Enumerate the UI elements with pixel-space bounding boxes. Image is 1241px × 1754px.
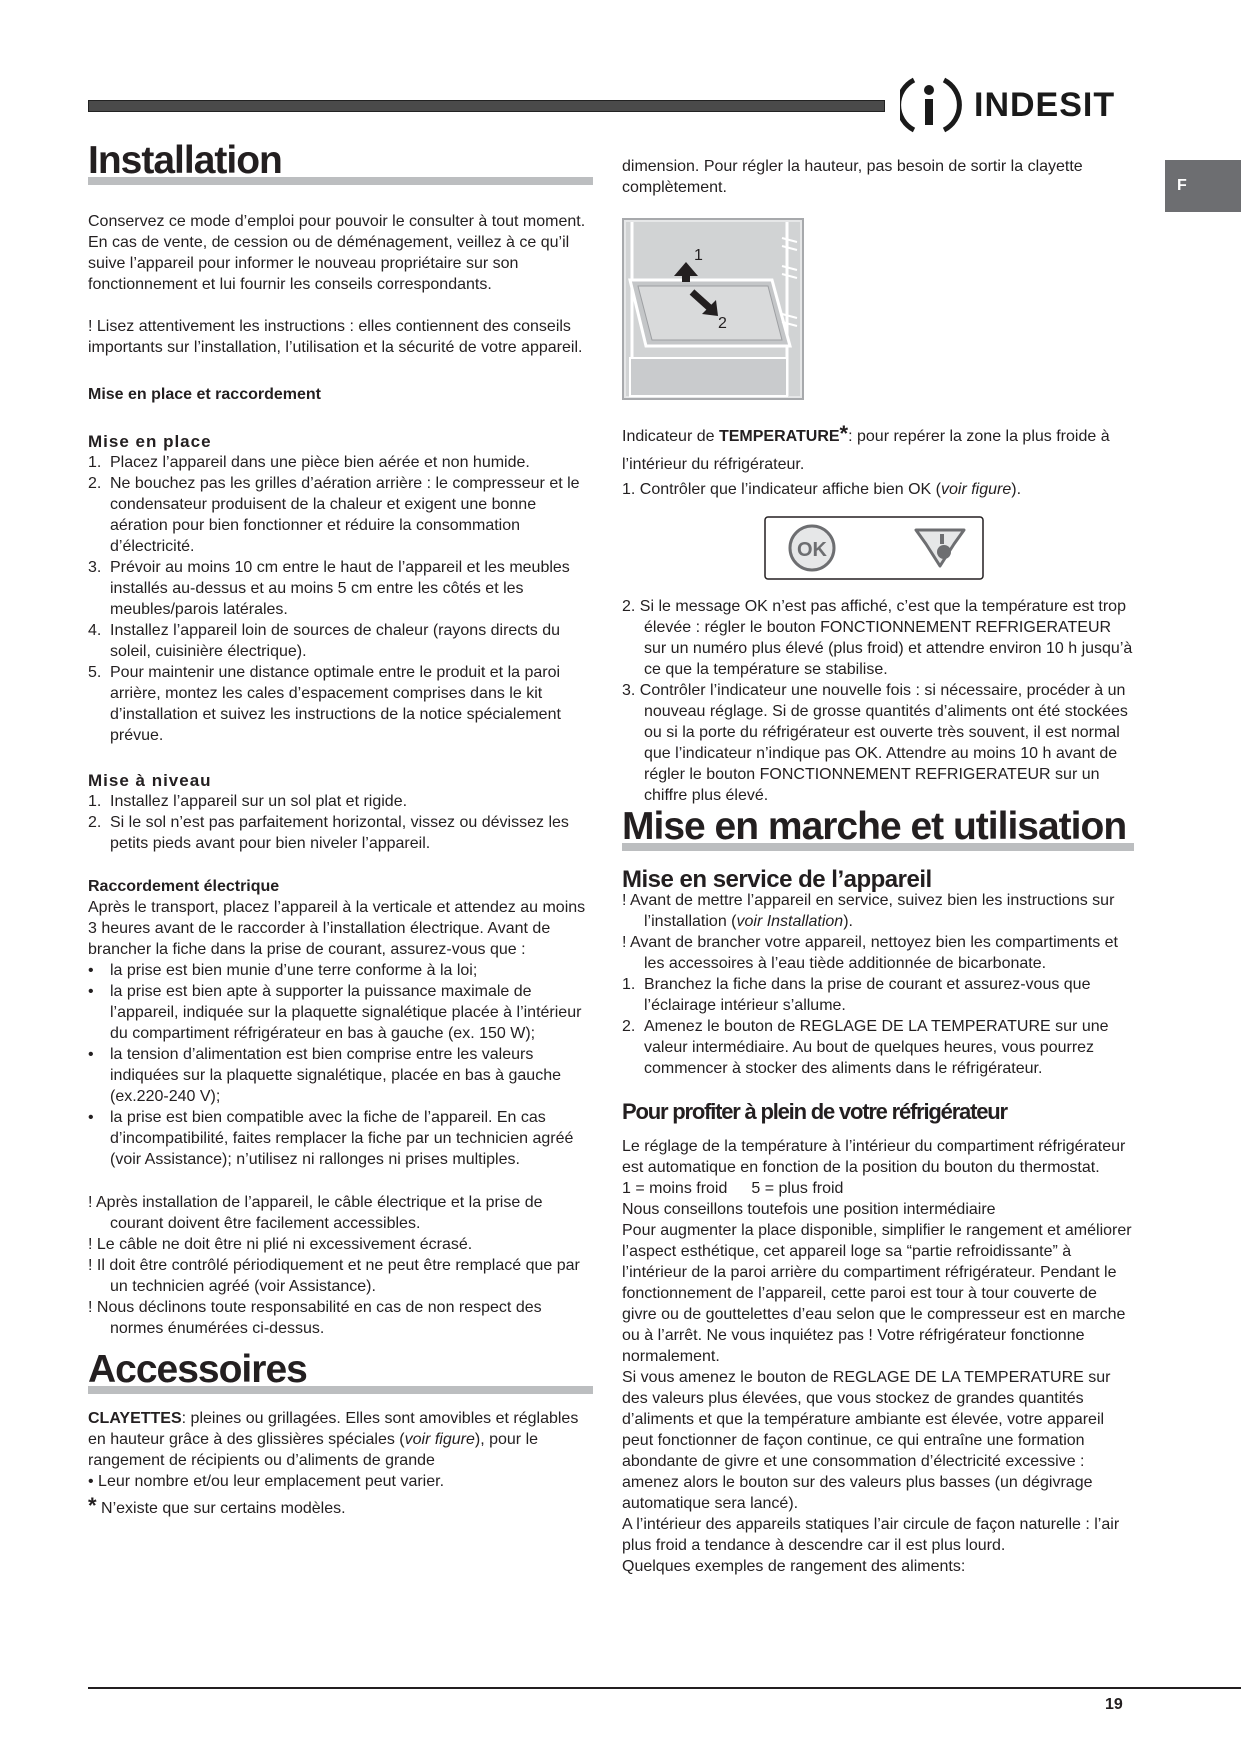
- list-item: 2. Ne bouchez pas les grilles d’aération arrière : le compresseur et le condensateur produisent de la chaleur et exigent une bonne aération pour bien fonctionner et réduire la consommation d’électricité.: [88, 475, 580, 555]
- profiter-heading: Pour profiter à plein de votre réfrigérateur: [622, 1099, 1007, 1124]
- warning-line: ! Après installation de l’appareil, le câble électrique et la prise de courant doivent être facilement accessibles.: [88, 1194, 543, 1232]
- clayettes-paragraph: CLAYETTES: pleines ou grillagées. Elles sont amovibles et réglables en hauteur grâce à des glissières spéciales (voir figure), pour le rangement de récipients ou d’aliments de grande: [88, 1410, 579, 1469]
- list-item: • la prise est bien compatible avec la fiche de l’appareil. En cas d’incompatibilité, faites remplacer la fiche par un technicien agréé (voir Assistance); n’utilisez ni rallonges ni prises multiples.: [88, 1109, 574, 1168]
- arrow-label-2: 2: [718, 315, 727, 332]
- list-item: • la tension d’alimentation est bien comprise entre les valeurs indiquées sur la plaquette signalétique, placée en bas à gauche (ex.220-240 V);: [88, 1046, 561, 1105]
- indicator-check-3: 3. Contrôler l’indicateur une nouvelle fois : si nécessaire, procéder à un nouveau réglage. Si de grosse quantités d’aliments ont été stockées ou si la porte du réfrigérateur est ouverte très souvent, il est normal que l’indicateur n’indique pas OK. Attendre au moins 10 h avant de régler le bouton FONCTIONNEMENT REFRIGERATEUR sur un chiffre plus élevé.: [622, 682, 1128, 804]
- raccordement-intro: Après le transport, placez l’appareil à la verticale et attendez au moins 3 heures avant de le raccorder à l’installation électrique. Avant de brancher la fiche dans la prise de courant, assurez-vous que :: [88, 899, 586, 958]
- mise-a-niveau-list: [88, 791, 593, 854]
- warning-line: ! Il doit être contrôlé périodiquement et ne peut être remplacé que par un technicien agréé (voir Assistance).: [88, 1257, 580, 1295]
- list-item: 2. Amenez le bouton de REGLAGE DE LA TEMPERATURE sur une valeur intermédiaire. Au bout de quelques heures, vous pourrez commencer à stocker des aliments dans le réfrigérateur.: [622, 1018, 1109, 1077]
- list-item: 3. Prévoir au moins 10 cm entre le haut de l’appareil et les meubles installés au-dessus et au moins 5 cm entre les côtés et les meubles/parois latérales.: [88, 559, 570, 618]
- profiter-paragraph: Le réglage de la température à l’intérieur du compartiment réfrigérateur est automatique en fonction de la position du bouton du thermostat.: [622, 1138, 1126, 1176]
- warning-line: ! Le câble ne doit être ni plié ni excessivement écrasé.: [88, 1236, 473, 1253]
- service-warning-2: ! Avant de brancher votre appareil, nettoyez bien les compartiments et les accessoires à l’eau tiède additionnée de bicarbonate.: [622, 934, 1118, 972]
- language-tab: F: [1165, 160, 1241, 212]
- shelf-adjustment-figure: [622, 218, 804, 400]
- raccordement-heading: Raccordement électrique: [88, 878, 280, 895]
- right-column: [622, 156, 1134, 1577]
- intro-warning: ! Lisez attentivement les instructions : elles contiennent des conseils importants sur l’installation, l’utilisation et la sécurité de votre appareil.: [88, 318, 583, 356]
- accessoires-title: Accessoires: [88, 1359, 593, 1394]
- mise-en-place-list: [88, 452, 593, 746]
- list-item: 2. Si le sol n’est pas parfaitement horizontal, vissez ou dévissez les petits pieds avant pour bien niveler l’appareil.: [88, 814, 569, 852]
- clayettes-note: • Leur nombre et/ou leur emplacement peut varier.: [88, 1473, 445, 1490]
- brand-logo: [900, 72, 1130, 138]
- warning-line: ! Nous déclinons toute responsabilité en cas de non respect des normes énumérées ci-dessus.: [88, 1299, 542, 1337]
- brand-name: INDESIT: [974, 86, 1116, 124]
- list-item: 4. Installez l’appareil loin de sources de chaleur (rayons directs du soleil, cuisinière électrique).: [88, 622, 561, 660]
- list-item: • la prise est bien munie d’une terre conforme à la loi;: [88, 962, 478, 979]
- list-item: 1. Placez l’appareil dans une pièce bien aérée et non humide.: [88, 454, 530, 471]
- mise-a-niveau-heading: Mise à niveau: [88, 771, 212, 790]
- profiter-line: Si vous amenez le bouton de REGLAGE DE LA TEMPERATURE sur des valeurs plus élevées, que vous stockez de grandes quantités d’aliments et que la température ambiante est élevée, votre appareil peut fonctionner de façon continue, ce qui entraîne une formation abondante de givre et une consommation d’électricité excessive : amenez alors le bouton sur des valeurs plus basses (un dégivrage automatique sera lancé).: [622, 1369, 1111, 1512]
- arrow-label-1: 1: [694, 247, 703, 264]
- profiter-line: Pour augmenter la place disponible, simplifier le rangement et améliorer l’aspect esthétique, cet appareil loge sa “partie refroidissante” à l’intérieur de la paroi arrière du compartiment réfrigérateur. Pendant le fonctionnement de l’appareil, cette paroi est tour à tour couverte de givre ou de gouttelettes d’eau selon que le compresseur est en marche ou à l’arrêt. Ne vous inquiétez pas ! Votre réfrigérateur fonctionne normalement.: [622, 1222, 1132, 1365]
- indesit-logo-icon: [900, 72, 970, 138]
- profiter-line: Nous conseillons toutefois une position intermédiaire: [622, 1201, 996, 1218]
- profiter-line: Quelques exemples de rangement des aliments:: [622, 1558, 966, 1575]
- list-item: 5. Pour maintenir une distance optimale entre le produit et la paroi arrière, montez les cales d’espacement comprises dans le kit d’installation et suivez les instructions de la notice spécialement prévue.: [88, 664, 561, 744]
- raccordement-bullets: [88, 960, 593, 1170]
- footer-rule: [88, 1687, 1241, 1689]
- left-column: [88, 139, 593, 1519]
- indicator-check-2: 2. Si le message OK n’est pas affiché, c’est que la température est trop élevée : régler le bouton FONCTIONNEMENT REFRIGERATEUR sur un numéro plus élevé (plus froid) et attendre environ 10 h jusqu’à ce que la température se stabilise.: [622, 598, 1133, 678]
- list-item: 1. Branchez la fiche dans la prise de courant et assurez-vous que l’éclairage intérieur s’allume.: [622, 976, 1091, 1014]
- header-rule: [88, 100, 885, 112]
- service-warning-1: ! Avant de mettre l’appareil en service, suivez bien les instructions sur l’installation (voir Installation).: [622, 892, 1115, 930]
- temperature-indicator-figure: [764, 516, 984, 580]
- profiter-line: A l’intérieur des appareils statiques l’air circule de façon naturelle : l’air plus froid a tendance à descendre car il est plus lourd.: [622, 1516, 1120, 1554]
- shelf-dimension-text: dimension. Pour régler la hauteur, pas besoin de sortir la clayette complètement.: [622, 158, 1083, 196]
- mise-en-place-heading: Mise en place: [88, 432, 212, 451]
- installation-title: Installation: [88, 150, 593, 185]
- ok-indicator-label: OK: [797, 539, 827, 561]
- indicator-check-1: 1. Contrôler que l’indicateur affiche bien OK (voir figure).: [622, 481, 1022, 498]
- indicator-paragraph: Indicateur de TEMPERATURE*: pour repérer la zone la plus froide à l’intérieur du réfrigérateur.: [622, 421, 1110, 473]
- service-list: [622, 974, 1134, 1079]
- list-item: • la prise est bien apte à supporter la puissance maximale de l’appareil, indiquée sur la plaquette signalétique placée à l’intérieur du compartiment réfrigérateur en bas à gauche (ex. 150 W);: [88, 983, 582, 1042]
- footnote-star: *: [88, 1493, 97, 1518]
- footnote: * N’existe que sur certains modèles.: [88, 1493, 346, 1518]
- marche-title: Mise en marche et utilisation: [622, 816, 1134, 851]
- list-item: 1. Installez l’appareil sur un sol plat et rigide.: [88, 793, 408, 810]
- page-number: 19: [1105, 1696, 1123, 1713]
- mise-place-raccord-heading: Mise en place et raccordement: [88, 386, 321, 403]
- thermostat-scale: 1 = moins froid 5 = plus froid: [622, 1180, 844, 1197]
- intro-paragraph: Conservez ce mode d’emploi pour pouvoir le consulter à tout moment. En cas de vente, de cession ou de déménagement, veillez à ce qu’il suive l’appareil pour informer le nouveau propriétaire sur son fonctionnement et lui fournir les conseils correspondants.: [88, 213, 586, 293]
- service-heading: Mise en service de l’appareil: [622, 866, 932, 893]
